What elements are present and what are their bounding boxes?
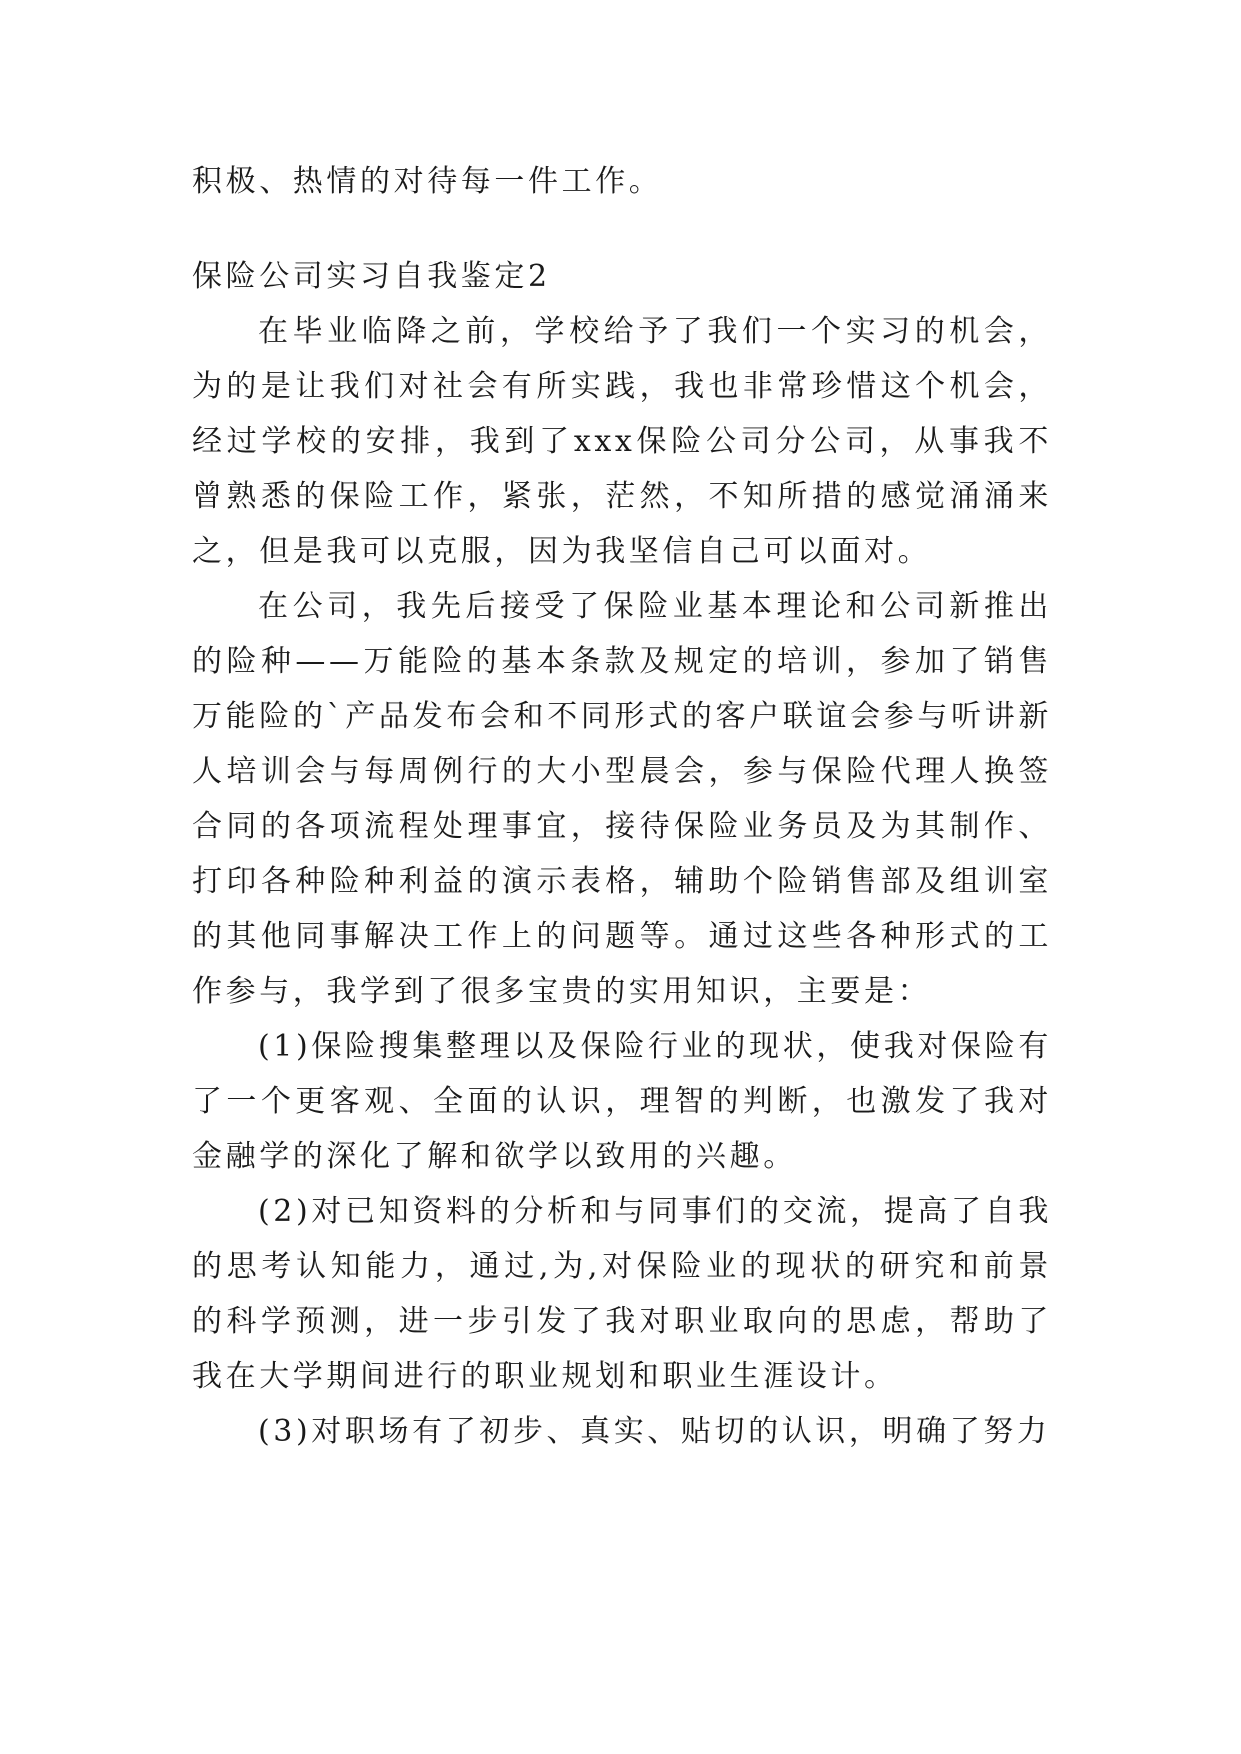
lead-paragraph: 积极、热情的对待每一件工作。 bbox=[192, 164, 663, 199]
section-heading: 保险公司实习自我鉴定2 bbox=[192, 259, 551, 294]
document-body bbox=[192, 154, 1052, 1459]
body-paragraph-5: (3)对职场有了初步、真实、贴切的认识，明确了努力 bbox=[258, 1414, 1051, 1449]
body-paragraph-4: (2)对已知资料的分析和与同事们的交流，提高了自我的思考认知能力，通过,为,对保险业的现状的研究和前景的科学预测，进一步引发了我对职业取向的思虑，帮助了我在大学期间进行的职业规划和职业生涯设计。 bbox=[192, 1194, 1052, 1394]
body-paragraph-1: 在毕业临降之前，学校给予了我们一个实习的机会，为的是让我们对社会有所实践，我也非常珍惜这个机会，经过学校的安排，我到了xxx保险公司分公司，从事我不曾熟悉的保险工作，紧张，茫然，不知所措的感觉涌涌来之，但是我可以克服，因为我坚信自己可以面对。 bbox=[192, 314, 1052, 569]
body-paragraph-2: 在公司，我先后接受了保险业基本理论和公司新推出的险种——万能险的基本条款及规定的培训，参加了销售万能险的`产品发布会和不同形式的客户联谊会参与听讲新人培训会与每周例行的大小型晨会，参与保险代理人换签合同的各项流程处理事宜，接待保险业务员及为其制作、打印各种险种利益的演示表格，辅助个险销售部及组训室的其他同事解决工作上的问题等。通过这些各种形式的工作参与，我学到了很多宝贵的实用知识，主要是： bbox=[192, 589, 1052, 1009]
body-paragraph-3: (1)保险搜集整理以及保险行业的现状，使我对保险有了一个更客观、全面的认识，理智的判断，也激发了我对金融学的深化了解和欲学以致用的兴趣。 bbox=[192, 1029, 1052, 1174]
